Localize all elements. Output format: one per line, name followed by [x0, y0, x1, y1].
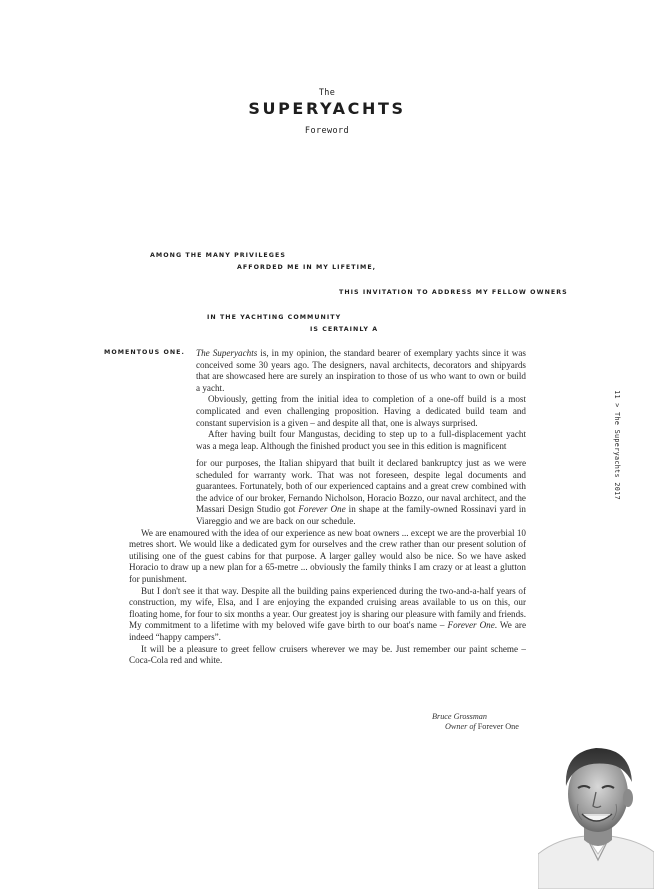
yacht-name: Forever One: [298, 504, 346, 515]
signature-name: Bruce Grossman: [432, 712, 487, 721]
body-column-narrow: [196, 348, 526, 452]
header-kicker: The: [318, 88, 336, 98]
paragraph-1: The Superyachts is, in my opinion, the standard bearer of exemplary yachts since it was conceived some 30 years ago. The designers, naval architects, decorators and shipyards that are showcased here are surely an inspiration to those of us who want to own or build a yacht.: [196, 348, 526, 393]
paragraph-3-continued: for our purposes, the Italian shipyard that built it declared bankruptcy just as we were scheduled for warranty work. That was not foreseen, despite legal documents and guarantees. Fortunately, both of our experienced captains and a great crew combined with the advice of our broker, Fernando Nicholson, Horacio Bozzo, our naval architect, and the Massari Design Studio got Forever One in shape at the family-owned Rossinavi yard in Viareggio and we are back on our schedule.: [196, 458, 526, 526]
body-column-wide: [129, 458, 526, 667]
intro-line-3: THIS INVITATION TO ADDRESS MY FELLOW OWNERS: [339, 289, 568, 296]
page-title: SUPERYACHTS: [248, 99, 406, 118]
intro-line-6: MOMENTOUS ONE.: [104, 349, 185, 356]
paragraph-3-start: After having built four Mangustas, deciding to step up to a full-displacement yacht was a mega leap. Although the finished product you see in this edition is magnificent: [196, 429, 526, 451]
intro-line-2: AFFORDED ME IN MY LIFETIME,: [237, 264, 377, 271]
signature-block: [432, 712, 519, 733]
author-portrait: [538, 742, 654, 889]
paragraph-6: It will be a pleasure to greet fellow cruisers wherever we may be. Just remember our paint scheme – Coca-Cola red and white.: [129, 643, 526, 666]
page-subtitle: Foreword: [304, 126, 350, 136]
page-folio: 11 > The Superyachts 2017: [613, 390, 621, 500]
publication-title: The Superyachts: [196, 348, 258, 358]
signature-role: Owner of Forever One: [445, 722, 519, 732]
paragraph-2: Obviously, getting from the initial idea to completion of a one-off build is a most complicated and even challenging proposition. Having a dedicated build team and constant supervision is a given – and despite all that, one is always surprised.: [196, 394, 526, 428]
portrait-illustration: [538, 742, 654, 889]
intro-line-1: AMONG THE MANY PRIVILEGES: [150, 252, 286, 259]
paragraph-5: But I don't see it that way. Despite all the building pains experienced during the two-and-a-half years of construction, my wife, Elsa, and I are enjoying the expanded cruising areas available to us on this, our floating home, for four to six months a year. Our greatest joy is sharing our pleasure with family and friends. My commitment to a lifetime with my beloved wife gave birth to our boat's name – Forever One. We are indeed “happy campers”.: [129, 585, 526, 642]
intro-line-4: IN THE YACHTING COMMUNITY: [207, 314, 342, 321]
intro-line-5: IS CERTAINLY A: [310, 326, 379, 333]
paragraph-4: We are enamoured with the idea of our experience as new boat owners ... except we are the proverbial 10 metres short. We would like a dedicated gym for ourselves and the crew rather than our present solution of utilising one of the guest cabins for that purpose. A larger galley would also be nice. So we have asked Horacio to draw up a new plan for a 65-metre ... obviously the family thinks I am crazy or at least a glutton for punishment.: [129, 527, 526, 584]
yacht-name: Forever One: [447, 620, 495, 631]
